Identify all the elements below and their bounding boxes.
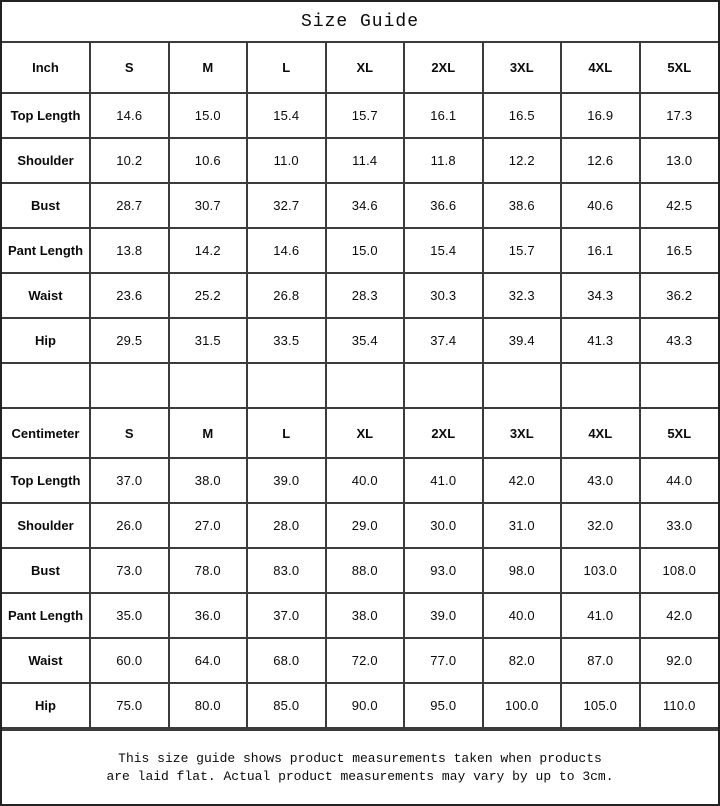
table-row — [2, 318, 718, 363]
measurement-value: 30.7 — [169, 183, 248, 228]
size-header: 3XL — [483, 43, 562, 93]
measurement-value: 11.4 — [326, 138, 405, 183]
measurement-value: 78.0 — [169, 548, 248, 593]
measurement-value: 32.0 — [561, 503, 640, 548]
table-row — [2, 93, 718, 138]
measurement-value: 64.0 — [169, 638, 248, 683]
table-row — [2, 638, 718, 683]
empty-cell — [2, 363, 90, 408]
measurement-value: 68.0 — [247, 638, 326, 683]
measurement-value: 30.3 — [404, 273, 483, 318]
measurement-value: 14.2 — [169, 228, 248, 273]
measurement-value: 40.6 — [561, 183, 640, 228]
empty-cell — [483, 363, 562, 408]
measurement-value: 14.6 — [90, 93, 169, 138]
unit-label: Centimeter — [2, 408, 90, 458]
measurement-value: 92.0 — [640, 638, 719, 683]
measurement-value: 14.6 — [247, 228, 326, 273]
size-guide-title: Size Guide — [2, 2, 718, 43]
size-header: 4XL — [561, 43, 640, 93]
measurement-value: 43.0 — [561, 458, 640, 503]
measurement-value: 37.0 — [247, 593, 326, 638]
measurement-value: 23.6 — [90, 273, 169, 318]
unit-label: Inch — [2, 43, 90, 93]
measurement-value: 15.0 — [169, 93, 248, 138]
size-header: 5XL — [640, 408, 719, 458]
measurement-value: 34.3 — [561, 273, 640, 318]
measurement-value: 32.3 — [483, 273, 562, 318]
size-header: M — [169, 408, 248, 458]
size-header: M — [169, 43, 248, 93]
measurement-value: 32.7 — [247, 183, 326, 228]
measurement-value: 98.0 — [483, 548, 562, 593]
measurement-value: 35.0 — [90, 593, 169, 638]
measurement-value: 30.0 — [404, 503, 483, 548]
measurement-value: 40.0 — [326, 458, 405, 503]
measurement-value: 25.2 — [169, 273, 248, 318]
measurement-value: 36.6 — [404, 183, 483, 228]
table-row — [2, 548, 718, 593]
measurement-value: 39.4 — [483, 318, 562, 363]
size-header: S — [90, 43, 169, 93]
empty-cell — [169, 363, 248, 408]
measurement-value: 43.3 — [640, 318, 719, 363]
measurement-value: 108.0 — [640, 548, 719, 593]
measurement-value: 103.0 — [561, 548, 640, 593]
measurement-value: 93.0 — [404, 548, 483, 593]
measurement-value: 31.0 — [483, 503, 562, 548]
measurement-label: Hip — [2, 683, 90, 728]
measurement-value: 36.0 — [169, 593, 248, 638]
table-row — [2, 183, 718, 228]
empty-cell — [640, 363, 719, 408]
measurement-value: 41.0 — [561, 593, 640, 638]
measurement-label: Shoulder — [2, 138, 90, 183]
measurement-value: 42.5 — [640, 183, 719, 228]
measurement-value: 26.8 — [247, 273, 326, 318]
footer-note — [2, 729, 718, 804]
size-header: 2XL — [404, 408, 483, 458]
measurement-value: 60.0 — [90, 638, 169, 683]
measurement-value: 15.0 — [326, 228, 405, 273]
measurement-label: Waist — [2, 273, 90, 318]
measurement-label: Pant Length — [2, 593, 90, 638]
measurement-value: 110.0 — [640, 683, 719, 728]
measurement-value: 16.1 — [561, 228, 640, 273]
measurement-value: 85.0 — [247, 683, 326, 728]
empty-cell — [561, 363, 640, 408]
measurement-value: 26.0 — [90, 503, 169, 548]
measurement-value: 17.3 — [640, 93, 719, 138]
measurement-label: Top Length — [2, 458, 90, 503]
measurement-value: 16.5 — [640, 228, 719, 273]
measurement-value: 15.7 — [326, 93, 405, 138]
empty-cell — [326, 363, 405, 408]
measurement-value: 39.0 — [247, 458, 326, 503]
table-row — [2, 593, 718, 638]
measurement-value: 90.0 — [326, 683, 405, 728]
measurement-label: Top Length — [2, 93, 90, 138]
measurement-value: 41.0 — [404, 458, 483, 503]
table-row — [2, 138, 718, 183]
spacer-row — [2, 363, 718, 408]
footer-note-line2: are laid flat. Actual product measurements may vary by up to 3cm. — [106, 768, 614, 784]
measurement-value: 33.0 — [640, 503, 719, 548]
measurement-value: 28.0 — [247, 503, 326, 548]
measurement-value: 36.2 — [640, 273, 719, 318]
measurement-value: 83.0 — [247, 548, 326, 593]
measurement-label: Bust — [2, 183, 90, 228]
measurement-value: 29.0 — [326, 503, 405, 548]
measurement-value: 73.0 — [90, 548, 169, 593]
table-row — [2, 228, 718, 273]
table-row — [2, 458, 718, 503]
measurement-value: 16.1 — [404, 93, 483, 138]
measurement-value: 95.0 — [404, 683, 483, 728]
measurement-value: 105.0 — [561, 683, 640, 728]
measurement-value: 72.0 — [326, 638, 405, 683]
empty-cell — [247, 363, 326, 408]
measurement-value: 80.0 — [169, 683, 248, 728]
measurement-value: 35.4 — [326, 318, 405, 363]
measurement-value: 11.8 — [404, 138, 483, 183]
measurement-value: 39.0 — [404, 593, 483, 638]
measurement-label: Pant Length — [2, 228, 90, 273]
measurement-value: 100.0 — [483, 683, 562, 728]
measurement-value: 29.5 — [90, 318, 169, 363]
inch-header-row — [2, 43, 718, 93]
measurement-value: 28.3 — [326, 273, 405, 318]
measurement-value: 37.0 — [90, 458, 169, 503]
measurement-value: 37.4 — [404, 318, 483, 363]
size-table — [2, 43, 718, 729]
measurement-value: 33.5 — [247, 318, 326, 363]
measurement-value: 13.8 — [90, 228, 169, 273]
empty-cell — [404, 363, 483, 408]
measurement-value: 41.3 — [561, 318, 640, 363]
empty-cell — [90, 363, 169, 408]
table-row — [2, 503, 718, 548]
measurement-value: 82.0 — [483, 638, 562, 683]
measurement-value: 15.7 — [483, 228, 562, 273]
measurement-value: 10.2 — [90, 138, 169, 183]
size-header: 4XL — [561, 408, 640, 458]
size-header: XL — [326, 43, 405, 93]
measurement-value: 44.0 — [640, 458, 719, 503]
footer-note-line1: This size guide shows product measurements taken when products — [118, 750, 602, 766]
size-header: L — [247, 408, 326, 458]
table-row — [2, 273, 718, 318]
measurement-label: Waist — [2, 638, 90, 683]
size-table-body — [2, 43, 718, 728]
measurement-value: 87.0 — [561, 638, 640, 683]
measurement-value: 88.0 — [326, 548, 405, 593]
measurement-value: 38.6 — [483, 183, 562, 228]
measurement-value: 77.0 — [404, 638, 483, 683]
measurement-label: Shoulder — [2, 503, 90, 548]
measurement-value: 75.0 — [90, 683, 169, 728]
size-header: XL — [326, 408, 405, 458]
size-header: 2XL — [404, 43, 483, 93]
measurement-value: 12.2 — [483, 138, 562, 183]
table-row — [2, 683, 718, 728]
measurement-value: 15.4 — [404, 228, 483, 273]
measurement-value: 16.9 — [561, 93, 640, 138]
measurement-value: 28.7 — [90, 183, 169, 228]
size-header: 3XL — [483, 408, 562, 458]
measurement-value: 31.5 — [169, 318, 248, 363]
measurement-value: 11.0 — [247, 138, 326, 183]
cm-header-row — [2, 408, 718, 458]
size-header: 5XL — [640, 43, 719, 93]
measurement-value: 38.0 — [326, 593, 405, 638]
size-header: L — [247, 43, 326, 93]
measurement-value: 34.6 — [326, 183, 405, 228]
measurement-value: 27.0 — [169, 503, 248, 548]
measurement-value: 16.5 — [483, 93, 562, 138]
measurement-value: 12.6 — [561, 138, 640, 183]
measurement-value: 38.0 — [169, 458, 248, 503]
measurement-value: 42.0 — [640, 593, 719, 638]
measurement-value: 40.0 — [483, 593, 562, 638]
measurement-label: Bust — [2, 548, 90, 593]
measurement-value: 15.4 — [247, 93, 326, 138]
measurement-value: 42.0 — [483, 458, 562, 503]
measurement-label: Hip — [2, 318, 90, 363]
measurement-value: 10.6 — [169, 138, 248, 183]
size-header: S — [90, 408, 169, 458]
measurement-value: 13.0 — [640, 138, 719, 183]
